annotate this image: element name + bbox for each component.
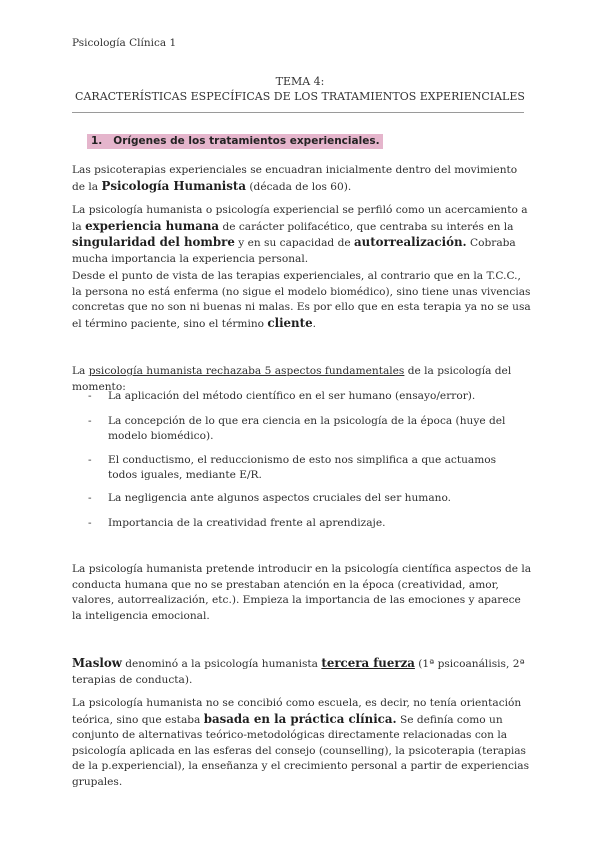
paragraph-6 xyxy=(72,656,532,688)
title-line-2: CARACTERÍSTICAS ESPECÍFICAS DE LOS TRATAMIENTOS EXPERIENCIALES xyxy=(75,90,525,103)
list-item-text: La concepción de lo que era ciencia en la psicología de la época (huye del modelo biomédico). xyxy=(108,415,506,442)
p4-underline-1: psicología humanista rechazaba 5 aspectos fundamentales xyxy=(88,365,405,377)
section-label: Orígenes de los tratamientos experienciales. xyxy=(113,135,380,147)
p1-text-2: (década de los 60). xyxy=(246,180,352,193)
p4-text-1: La xyxy=(72,365,89,377)
bullet-marker: - xyxy=(88,390,92,402)
list-item-text: La aplicación del método científico en el ser humano (ensayo/error). xyxy=(108,390,476,402)
p1-text-1: Las psicoterapias experienciales se encuadran inicialmente dentro del movimiento de la xyxy=(72,164,518,193)
p2-text-4: Cobraba mucha importancia la experiencia personal. xyxy=(72,237,516,265)
section-number: 1. xyxy=(91,135,103,147)
paragraph-2 xyxy=(72,203,532,267)
p3-text-1: Desde el punto de vista de las terapias experienciales, al contrario que en la T.C.C., la persona no está enferma (no sigue el modelo biomédico), sino tiene unas vivencias concretas que no son ni buenas ni malas. Es por ello que en esta terapia ya no se usa el término paciente, sino el término xyxy=(72,270,531,330)
title-divider xyxy=(72,112,524,113)
p7-text-2: Se definía como un conjunto de alternativas teórico-metodológicas directamente relacionadas con la psicología aplicada en las esferas del consejo (counselling), la psicoterapia (terapias de la p.experiencial), la enseñanza y el crecimiento personal a partir de experiencias grupales. xyxy=(72,713,530,788)
p6-text-1: denominó a la psicología humanista xyxy=(121,658,322,670)
list-item-text: Importancia de la creatividad frente al aprendizaje. xyxy=(108,517,386,529)
page-title xyxy=(60,74,540,104)
p2-bold-2: singularidad del hombre xyxy=(72,235,235,250)
p3-text-2: . xyxy=(312,317,316,330)
p1-bold-1: Psicología Humanista xyxy=(101,178,247,193)
p6-text-2: (1ª psicoanálisis, 2ª terapias de conducta). xyxy=(72,658,525,686)
paragraph-1 xyxy=(72,163,532,195)
p4-text-2: de la psicología del momento: xyxy=(72,365,512,393)
paragraph-3 xyxy=(72,269,532,332)
bullet-marker: - xyxy=(88,415,92,427)
paragraph-7 xyxy=(72,696,532,791)
p6-bold-1: Maslow xyxy=(72,656,122,670)
p2-text-1: La psicología humanista o psicología experiencial se perfiló como un acercamiento a la xyxy=(72,204,528,233)
list-item-text: El conductismo, el reduccionismo de esto nos simplifica a que actuamos todos iguales, mediante E/R. xyxy=(108,454,497,481)
paragraph-5 xyxy=(72,562,532,624)
p2-bold-1: experiencia humana xyxy=(85,218,220,233)
p2-text-3: y en su capacidad de xyxy=(234,237,354,250)
section-heading xyxy=(87,134,383,149)
p6-bold-underline-1: tercera fuerza xyxy=(321,656,415,670)
p3-bold-1: cliente xyxy=(267,315,313,330)
running-header: Psicología Clínica 1 xyxy=(72,37,177,49)
p7-text-1: La psicología humanista no se concibió como escuela, es decir, no tenía orientación teórica, sino que estaba xyxy=(72,697,522,726)
p7-bold-1: basada en la práctica clínica. xyxy=(203,711,397,726)
title-line-1: TEMA 4: xyxy=(275,75,325,88)
bullet-marker: - xyxy=(88,492,92,504)
p2-bold-3: autorrealización. xyxy=(353,235,467,250)
p2-text-2: de carácter polifacético, que centraba su interés en la xyxy=(219,220,514,233)
p5-text-1: La psicología humanista pretende introducir en la psicología científica aspectos de la conducta humana que no se prestaban atención en la época (creatividad, amor, valores, autorrealización, etc.). Empieza la importancia de las emociones y aparece la inteligencia emocional. xyxy=(72,563,532,622)
bullet-marker: - xyxy=(88,517,92,529)
bullet-marker: - xyxy=(88,454,92,466)
list-item-text: La negligencia ante algunos aspectos cruciales del ser humano. xyxy=(108,492,452,504)
